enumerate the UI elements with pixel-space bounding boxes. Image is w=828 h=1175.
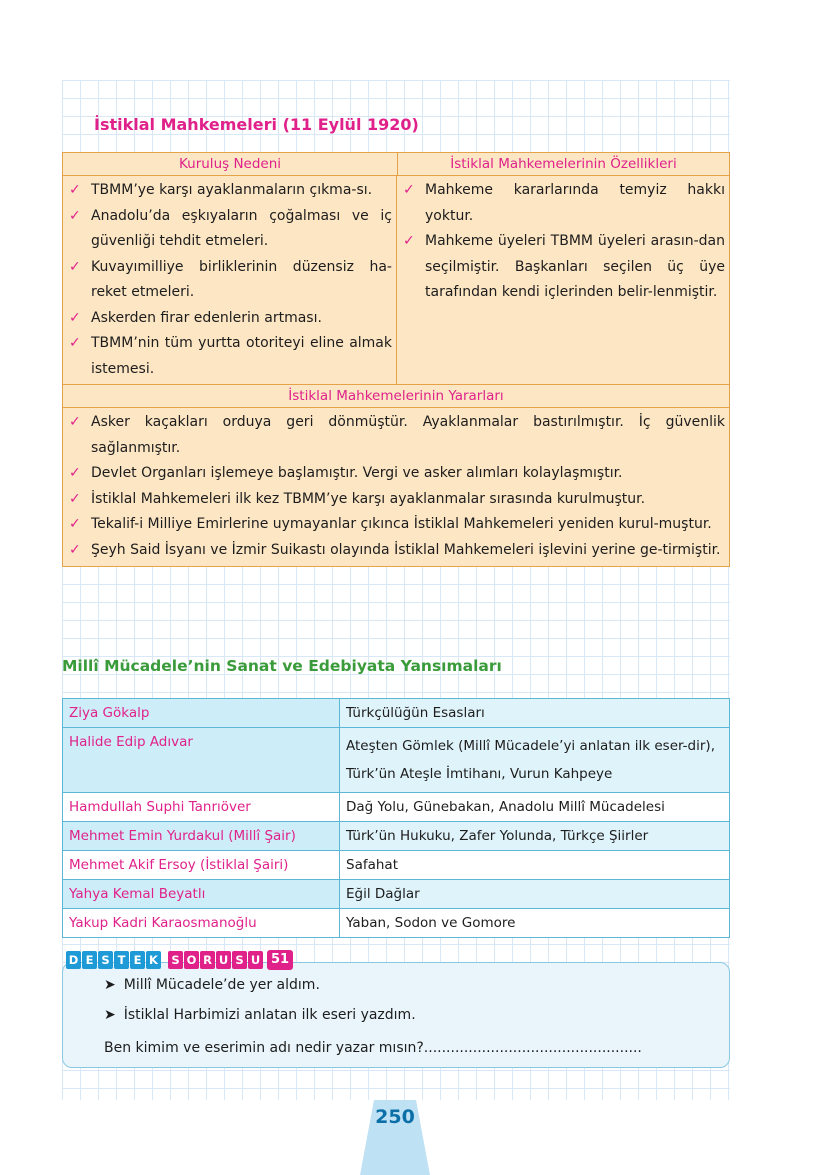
author-cell: Ziya Gökalp (63, 699, 340, 728)
reasons-column (63, 176, 397, 384)
list-item: ✓ Kuvayımilliye birliklerinin düzensiz ha-reket etmeleri. (67, 255, 392, 306)
author-cell: Mehmet Emin Yurdakul (Millî Şair) (63, 822, 340, 851)
literature-section-title: Millî Mücadele’nin Sanat ve Edebiyata Yansımaları (62, 657, 502, 675)
checkmark-icon: ✓ (69, 182, 81, 198)
list-item: ✓ Şeyh Said İsyanı ve İzmir Suikastı olayında İstiklal Mahkemeleri işlevini yerine ge-tirmiştir. (67, 538, 725, 564)
author-cell: Yakup Kadri Karaosmanoğlu (63, 909, 340, 938)
author-cell: Halide Edip Adıvar (63, 728, 340, 793)
table-row (63, 851, 730, 880)
page-number: 250 (375, 1106, 415, 1128)
works-cell: Dağ Yolu, Günebakan, Anadolu Millî Mücadelesi (340, 793, 730, 822)
arrow-icon: ➤ (104, 977, 116, 993)
support-bullet-2: ➤ İstiklal Harbimizi anlatan ilk eseri yazdım. (104, 1007, 416, 1023)
author-cell: Hamdullah Suphi Tanrıöver (63, 793, 340, 822)
list-item: ✓ Tekalif-i Milliye Emirlerine uymayanlar çıkınca İstiklal Mahkemeleri yeniden kurul-muştur. (67, 512, 725, 538)
list-item: ✓ Mahkeme kararlarında temyiz hakkı yoktur. (401, 178, 725, 229)
table-row (63, 699, 730, 728)
courts-table-body (63, 176, 729, 385)
works-cell: Ateşten Gömlek (Millî Mücadele’yi anlatan ilk eser-dir), Türk’ün Ateşle İmtihanı, Vurun Kahpeye (340, 728, 730, 793)
works-cell: Türkçülüğün Esasları (340, 699, 730, 728)
support-question-text: Ben kimim ve eserimin adı nedir yazar mısın?................................................. (104, 1040, 642, 1056)
table-row (63, 880, 730, 909)
question-number: 51 (267, 950, 293, 970)
checkmark-icon: ✓ (69, 335, 81, 351)
works-cell: Türk’ün Hukuku, Zafer Yolunda, Türkçe Şiirler (340, 822, 730, 851)
works-cell: Safahat (340, 851, 730, 880)
table-row (63, 728, 730, 793)
author-cell: Yahya Kemal Beyatlı (63, 880, 340, 909)
section-title: İstiklal Mahkemeleri (11 Eylül 1920) (94, 115, 419, 134)
works-cell: Yaban, Sodon ve Gomore (340, 909, 730, 938)
author-cell: Mehmet Akif Ersoy (İstiklal Şairi) (63, 851, 340, 880)
checkmark-icon: ✓ (69, 490, 81, 507)
checkmark-icon: ✓ (69, 465, 81, 481)
header-benefits: İstiklal Mahkemelerinin Yararları (63, 385, 729, 408)
arrow-icon: ➤ (104, 1007, 116, 1023)
list-item: ✓ Anadolu’da eşkıyaların çoğalması ve iç güvenliği tehdit etmeleri. (67, 204, 392, 255)
list-item: ✓ Asker kaçakları orduya geri dönmüştür. Ayaklanmalar bastırılmıştır. İç güvenlik sağlanmıştır. (67, 410, 725, 461)
courts-table (62, 152, 730, 567)
support-question-badge: D E S T E K S O R U S U 51 (66, 950, 293, 970)
table-row (63, 793, 730, 822)
table-row (63, 822, 730, 851)
literature-table (62, 698, 730, 938)
checkmark-icon: ✓ (69, 541, 81, 558)
checkmark-icon: ✓ (69, 258, 81, 275)
checkmark-icon: ✓ (403, 182, 415, 198)
benefits-list (63, 408, 729, 566)
works-cell: Eğil Dağlar (340, 880, 730, 909)
courts-table-header (63, 153, 729, 176)
header-features: İstiklal Mahkemelerinin Özellikleri (450, 156, 677, 172)
list-item: ✓ İstiklal Mahkemeleri ilk kez TBMM’ye karşı ayaklanmalar sırasında kurulmuştur. (67, 487, 725, 513)
list-item: ✓ Devlet Organları işlemeye başlamıştır. Vergi ve asker alımları kolaylaşmıştır. (67, 461, 725, 487)
checkmark-icon: ✓ (69, 309, 81, 326)
list-item: ✓ TBMM’nin tüm yurtta otoriteyi eline almak istemesi. (67, 331, 392, 382)
checkmark-icon: ✓ (69, 207, 81, 224)
list-item: ✓ TBMM’ye karşı ayaklanmaların çıkma-sı. (67, 178, 392, 204)
features-column (397, 176, 729, 384)
support-bullet-1: ➤ Millî Mücadele’de yer aldım. (104, 977, 320, 993)
checkmark-icon: ✓ (403, 233, 415, 249)
checkmark-icon: ✓ (69, 516, 81, 532)
checkmark-icon: ✓ (69, 414, 81, 430)
table-row (63, 909, 730, 938)
list-item: ✓ Askerden firar edenlerin artması. (67, 306, 392, 332)
header-reasons: Kuruluş Nedeni (63, 153, 398, 175)
list-item: ✓ Mahkeme üyeleri TBMM üyeleri arasın-dan seçilmiştir. Başkanları seçilen üç üye tarafından kendi içlerinden belir-lenmiştir. (401, 229, 725, 306)
